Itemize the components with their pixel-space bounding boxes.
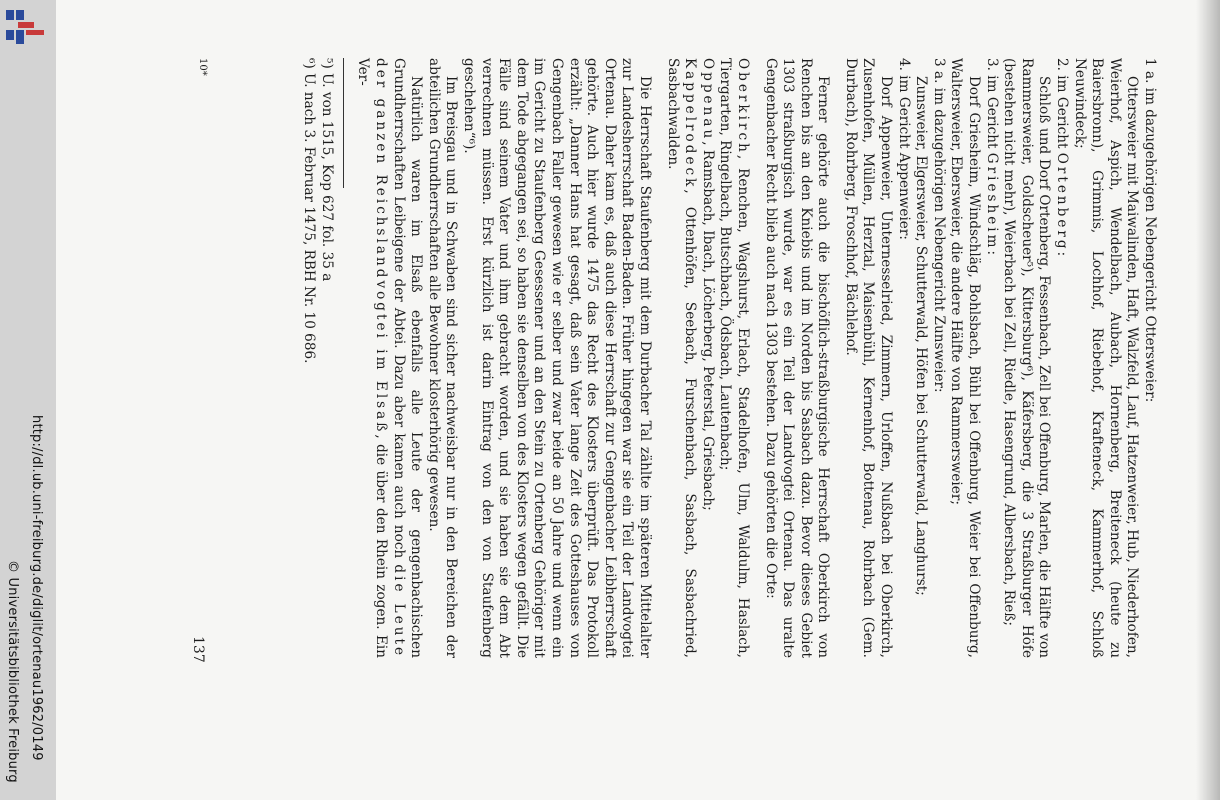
paragraph: Natürlich waren im Elsaß ebenfalls alle Leute der gengenbachischen Grundherrschaften Leibeigene der Abtei. Dazu aber kamen auch noch die Leute der ganzen Reichslandvogtei im Elsaß, die über den Rhein zogen. Ein Ver- <box>355 58 425 658</box>
section-heading: 2. im Gericht Ortenberg: <box>1054 58 1071 260</box>
section-heading: 3. im Gericht Griesheim: <box>983 58 1000 259</box>
paragraph: Schloß und Dorf Ortenberg, Fessenbach, Zell bei Offenburg, Marlen, die Hälfte von Rammersweier, Goldscheuer⁵), Kittersburg⁶), Käfersberg, die 3 Straßburger Höfe (bestehen nicht mehr), Weierbach bei Zell, Riedle, Hasengrund, Albersbach, Rieß; <box>1001 58 1053 658</box>
section-heading: 4. im Gericht Appenweier: <box>895 58 912 240</box>
paragraph: Ferner gehörte auch die bischöflich-straßburgische Herrschaft Oberkirch von Renchen bis an den Kniebis und im Norden bis Sasbach dazu. Bevor dieses Gebiet 1303 straßburgisch wurde, war es ein Teil der Landvogtei Ortenau. Das uralte Gengenbacher Recht blieb auch nach 1303 bestehen. Dazu gehörten die Orte: <box>762 58 832 658</box>
paragraph: Dorf Appenweier, Unternesselried, Zimmern, Urloffen, Nußbach bei Oberkirch, Zusenhofen, Müllen, Herztal, Maisenbühl, Kernenhof, Bottenau, Rohrbach (Gem. Durbach), Rohrberg, Froschhof, Bächlehof. <box>842 58 895 658</box>
paragraph: Zunsweier, Elgersweier, Schutterwald, Höfen bei Schutterwald, Langhurst; <box>913 76 930 596</box>
paragraph: Oberkirch, Renchen, Wagshurst, Erlach, Stadelhofen, Ulm, Waldulm, Haslach, Tiergarten, Ringelbach, Butschbach, Ödsbach, Lautenbach; <box>717 58 751 658</box>
page-number: 137 <box>190 636 206 663</box>
footnote: ⁵) U. von 1515, Kop 627 fol. 35 a <box>318 58 335 282</box>
paragraph: Im Breisgau und in Schwaben sind sicher nachweisbar nur in den Bereichen der abteilichen Grundherrschaften alle Bewohner klosterhörig gewesen. <box>425 58 460 658</box>
viewer-sidebar <box>0 0 56 800</box>
library-logo-icon <box>4 8 46 50</box>
paragraph: Oppenau, Ramsbach, Ibach, Löcherberg, Peterstal, Griesbach; <box>699 58 716 511</box>
page-text-block <box>158 58 1158 658</box>
footnote-divider <box>343 58 344 188</box>
paragraph: Dorf Griesheim, Windschläg, Bohlsbach, Bühl bei Offenburg, Weier bei Offenburg, Waltersweier, Ebersweier, die andere Hälfte von Rammersweier; <box>948 58 983 658</box>
paragraph: Die Herrschaft Staufenberg mit dem Durbacher Tal zählte im späteren Mittelalter zur Landesherrschaft Baden-Baden. Früher hingegen war sie ein Teil der Landvogtei Ortenau. Daher kam es, daß auch diese Herrschaft zur Gengenbacher Leibherrschaft gehörte. Auch hier wurde 1475 das Recht des Klosters überprüft. Das Protokoll erzählt: „Danner Hans hat gesagt, daß sein Vater lange Zeit des Gotteshauses von Gengenbach Faller gewesen wie er selber und zwar beide an 50 Jahre und wenn ein im Gericht zu Staufenberg Gesessener und an den Stein zu Ortenberg Gehöriger mit dem Tode abgegangen sei, so haben sie denselben von des Klosters wegen gefällt. Die Fälle sind seinem Vater und ihm gebracht worden, und sie haben sie dem Abt verrechnen müssen. Erst kürzlich ist darin Eintrag von den von Staufenberg geschehen“⁶). <box>461 58 653 658</box>
sheet-signature: 10* <box>197 58 208 76</box>
copyright-notice: © Universitätsbibliothek Freiburg <box>5 560 20 783</box>
source-url[interactable]: http://dl.ub.uni-freiburg.de/diglit/ortenau1962/0149 <box>29 415 44 761</box>
paragraph: Kappelrodeck, Ottenhöfen, Seebach, Furschenbach, Sasbach, Sasbachried, Sasbachwalden. <box>664 58 699 658</box>
scanned-page <box>56 0 1220 800</box>
section-heading: 1 a. im dazugehörigen Nebengericht Ottersweier: <box>1142 58 1158 403</box>
footnote: ⁶) U. nach 3. Februar 1475, RBH Nr. 10 686. <box>301 58 318 364</box>
paragraph: Ottersweier mit Maiwalinden, Haft, Walzfeld, Lauf, Hatzenweier, Hub, Niederhofen, Weierhof, Aspich, Wendelbach, Aubach, Hornenberg, Breiteneck (heute zu Baiersbronn), Grimmis, Lochhof, Riebehof, Krafteneck, Kammerhof, Schloß Neuwindeck; <box>1071 58 1141 658</box>
section-heading: 3 a. im dazugehörigen Nebengericht Zunsweier: <box>930 58 947 393</box>
